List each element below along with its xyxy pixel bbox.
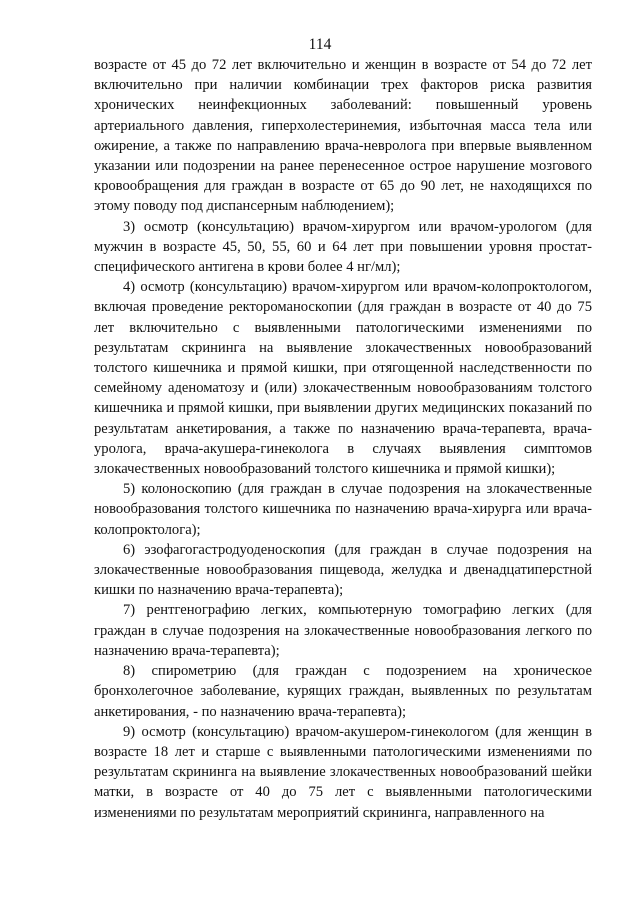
paragraph-item-5: 5) колоноскопию (для граждан в случае подозрения на злокачественные новообразования толстого кишечника по назначению врача-хирурга или врача-колопроктолога); <box>94 481 592 538</box>
paragraph-item-6: 6) эзофагогастродуоденоскопия (для граждан в случае подозрения на злокачественные новообразования пищевода, желудка и двенадцатиперстной кишки по назначению врача-терапевта); <box>94 541 592 599</box>
document-body <box>94 55 592 823</box>
paragraph-item-9: 9) осмотр (консультацию) врачом-акушером-гинекологом (для женщин в возрасте 18 лет и старше с выявленными патологическими изменениями по результатам скрининга на выявление злокачественных новообразований шейки матки, в возрасте от 40 до 75 лет с выявленными патологическими изменениями по результатам мероприятий скрининга, направленного на <box>94 723 592 821</box>
paragraph-item-4: 4) осмотр (консультацию) врачом-хирургом или врачом-колопроктологом, включая проведение ректороманоскопии (для граждан в возрасте от 40 до 75 лет включительно с выявленными патологическими изменениями по результатам скрининга на выявление злокачественных новообразований толстого кишечника и прямой кишки, при отягощенной наследственности по семейному аденоматозу и (или) злокачественным новообразованиям толстого кишечника и прямой кишки, при выявлении других медицинских показаний по результатам анкетирования, а также по назначению врача-терапевта, врача-уролога, врача-акушера-гинеколога в случаях выявления симптомов злокачественных новообразований толстого кишечника и прямой кишки); <box>94 279 592 478</box>
paragraph-item-8: 8) спирометрию (для граждан с подозрением на хроническое бронхолегочное заболевание, курящих граждан, выявленных по результатам анкетирования, - по назначению врача-терапевта); <box>94 663 592 720</box>
paragraph-item-7: 7) рентгенографию легких, компьютерную томографию легких (для граждан в случае подозрения на злокачественные новообразования легкого по назначению врача-терапевта); <box>94 602 592 659</box>
page-number: 114 <box>308 36 332 53</box>
paragraph-continuation: возрасте от 45 до 72 лет включительно и женщин в возрасте от 54 до 72 лет включительно при наличии комбинации трех факторов риска развития хронических неинфекционных заболеваний: повышенный уровень артериального давления, гиперхолестеринемия, избыточная масса тела или ожирение, а также по направлению врача-невролога при впервые выявленном указании или подозрении на ранее перенесенное острое нарушение мозгового кровообращения для граждан в возрасте от 65 до 90 лет, не находящихся по этому поводу под диспансерным наблюдением); <box>94 57 592 215</box>
paragraph-item-3: 3) осмотр (консультацию) врачом-хирургом или врачом-урологом (для мужчин в возрасте 45, 50, 55, 60 и 64 лет при повышении уровня простат-специфического антигена в крови более 4 нг/мл); <box>94 218 592 276</box>
